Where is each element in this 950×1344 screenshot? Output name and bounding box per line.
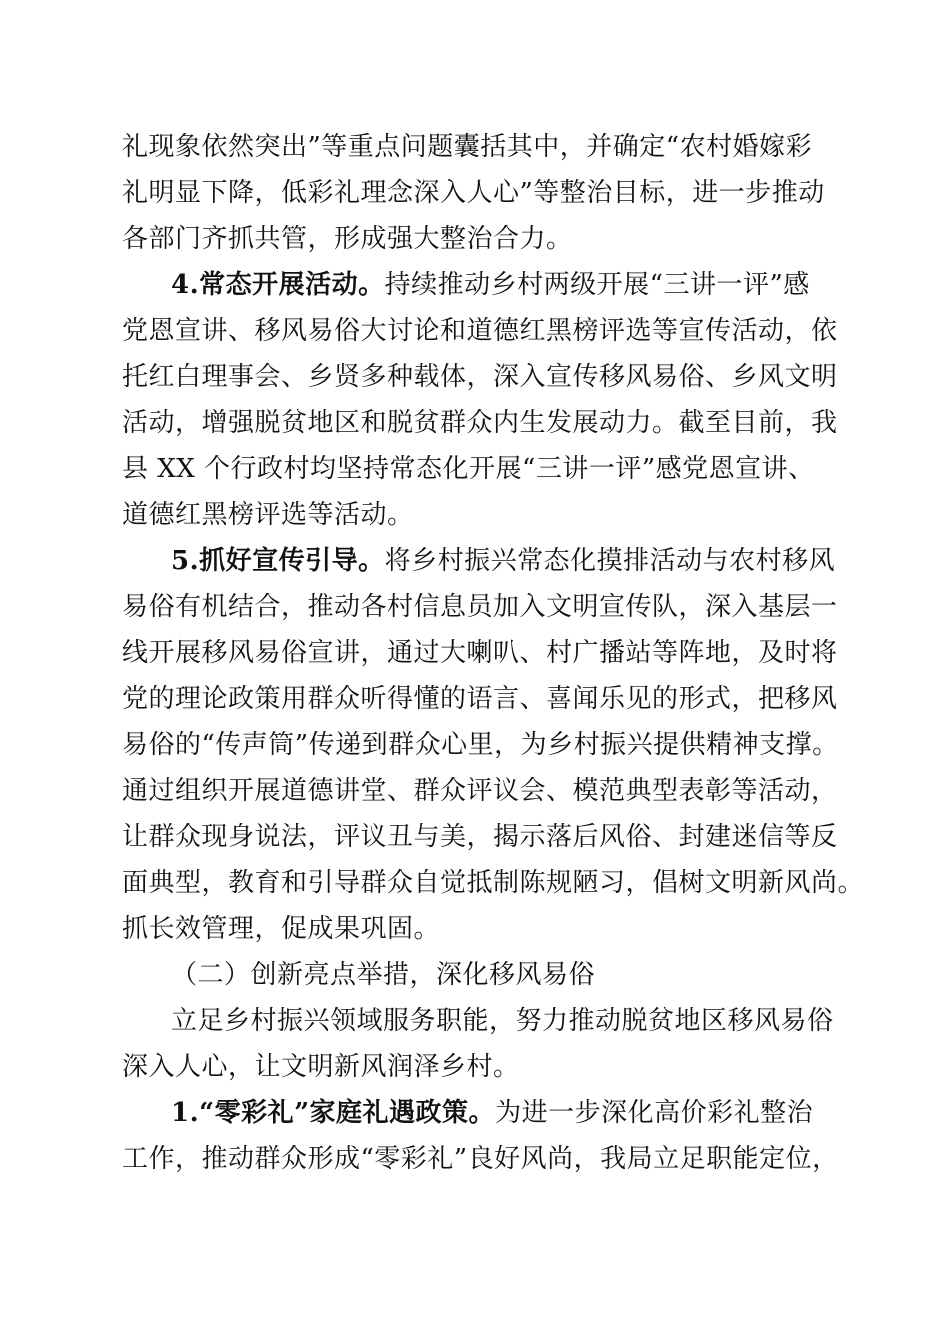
text-line	[0, 957, 950, 997]
body-text: 持续推动乡村两级开展“三讲一评”感	[384, 270, 810, 300]
text-line	[0, 497, 950, 537]
text-line	[0, 175, 950, 215]
body-text: 让群众现身说法，评议丑与美，揭示落后风俗、封建迷信等反	[122, 822, 838, 852]
text-line	[0, 359, 950, 399]
text-line	[0, 267, 950, 307]
text-line	[0, 727, 950, 767]
text-line	[0, 865, 950, 905]
body-text: 线开展移风易俗宣讲，通过大喇叭、村广播站等阵地，及时将	[122, 638, 838, 668]
body-text: 立足乡村振兴领域服务职能，努力推动脱贫地区移风易俗	[171, 1006, 834, 1036]
body-text: 县 XX 个行政村均坚持常态化开展“三讲一评”感党恩宣讲、	[122, 454, 815, 484]
text-line	[0, 681, 950, 721]
body-text: 易俗的“传声筒”传递到群众心里，为乡村振兴提供精神支撑。	[122, 730, 839, 760]
text-line	[0, 221, 950, 261]
body-text: 通过组织开展道德讲堂、群众评议会、模范典型表彰等活动，	[122, 776, 838, 806]
body-text: 党恩宣讲、移风易俗大讨论和道德红黑榜评选等宣传活动，依	[122, 316, 838, 346]
body-text: 面典型，教育和引导群众自觉抵制陈规陋习，倡树文明新风尚。	[122, 868, 865, 898]
text-line	[0, 405, 950, 445]
bold-heading-text: 1.“零彩礼”家庭礼遇政策。	[171, 1098, 496, 1128]
text-line	[0, 911, 950, 951]
body-text: 深入人心，让文明新风润泽乡村。	[122, 1052, 520, 1082]
body-text: 各部门齐抓共管，形成强大整治合力。	[122, 224, 573, 254]
bold-heading-text: 4.常态开展活动。	[171, 270, 385, 300]
body-text: 党的理论政策用群众听得懂的语言、喜闻乐见的形式，把移风	[122, 684, 838, 714]
text-line	[0, 543, 950, 583]
body-text: 活动，增强脱贫地区和脱贫群众内生发展动力。截至目前，我	[122, 408, 838, 438]
body-text: 易俗有机结合，推动各村信息员加入文明宣传队，深入基层一	[122, 592, 838, 622]
body-text: 工作，推动群众形成“零彩礼”良好风尚，我局立足职能定位，	[122, 1144, 839, 1174]
body-text: 礼现象依然突出”等重点问题囊括其中，并确定“农村婚嫁彩	[122, 132, 813, 162]
body-text: 抓长效管理，促成果巩固。	[122, 914, 441, 944]
body-text: 托红白理事会、乡贤多种载体，深入宣传移风易俗、乡风文明	[122, 362, 838, 392]
body-text: 道德红黑榜评选等活动。	[122, 500, 414, 530]
text-line	[0, 635, 950, 675]
text-line	[0, 1003, 950, 1043]
body-text: （二）创新亮点举措，深化移风易俗	[171, 960, 596, 990]
text-line	[0, 1141, 950, 1181]
text-line	[0, 819, 950, 859]
text-line	[0, 451, 950, 491]
text-line	[0, 1095, 950, 1135]
body-text: 礼明显下降，低彩礼理念深入人心”等整治目标，进一步推动	[122, 178, 825, 208]
text-line	[0, 589, 950, 629]
text-line	[0, 1049, 950, 1089]
text-line	[0, 129, 950, 169]
bold-heading-text: 5.抓好宣传引导。	[171, 546, 385, 576]
text-line	[0, 313, 950, 353]
text-line	[0, 773, 950, 813]
body-text: 为进一步深化高价彩礼整治	[495, 1098, 814, 1128]
body-text: 将乡村振兴常态化摸排活动与农村移风	[384, 546, 836, 576]
